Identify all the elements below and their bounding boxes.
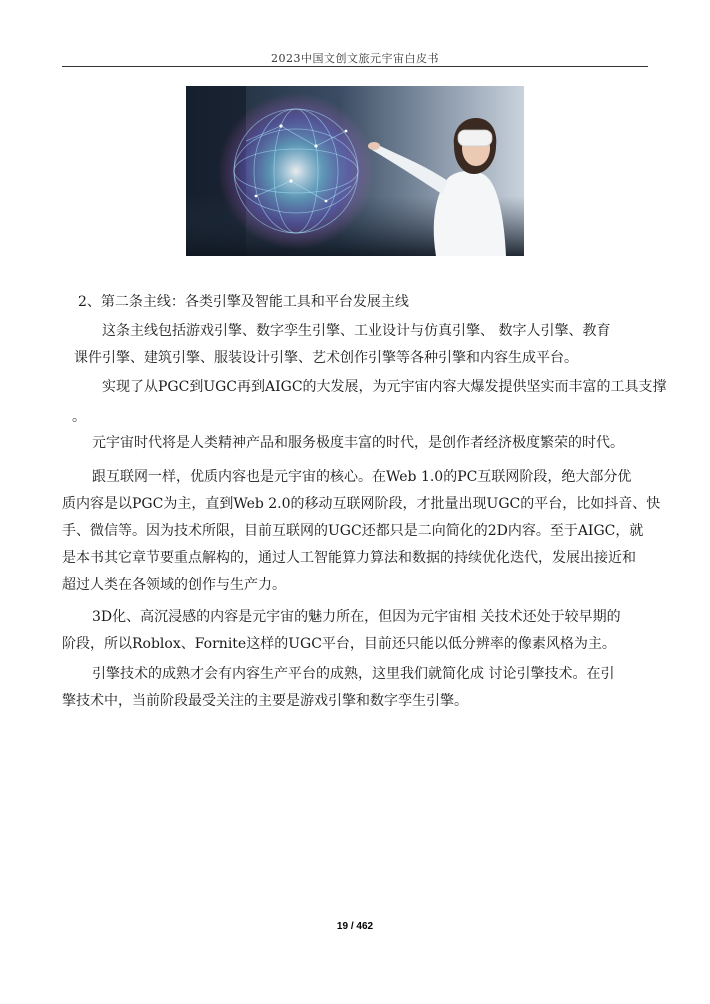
paragraph-metaverse-era	[62, 430, 648, 457]
paragraph-line: 阶段，所以Roblox、Fornite这样的UGC平台，目前还只能以低分辨率的像素风格为主。	[62, 636, 616, 652]
vr-illustration-image	[186, 86, 524, 256]
paragraph-line: 是本书其它章节要重点解构的，通过人工智能算力算法和数据的持续优化迭代，发展出接近和	[62, 550, 636, 566]
paragraph-line: 。	[72, 409, 86, 425]
paragraph-line: 跟互联网一样，优质内容也是元宇宙的核心。在Web 1.0的PC互联网阶段，绝大部分优	[92, 469, 632, 485]
paragraph-line: 超过人类在各领域的创作与生产力。	[62, 577, 286, 593]
paragraph-line: 手、微信等。因为技术所限，目前互联网的UGC还都只是二向简化的2D内容。至于AIGC，就	[62, 523, 644, 539]
paragraph-engine-technology	[62, 661, 648, 715]
page-number: 19 / 462	[336, 921, 374, 932]
section-heading: 2、第二条主线：各类引擎及智能工具和平台发展主线	[78, 294, 409, 310]
vr-headset-woman-hologram-photo	[186, 86, 524, 256]
paragraph-line: 引擎技术的成熟才会有内容生产平台的成熟，这里我们就简化成 讨论引擎技术。在引	[92, 666, 615, 682]
paragraph-line: 擎技术中，当前阶段最受关注的主要是游戏引擎和数字孪生引擎。	[62, 693, 468, 709]
paragraph-line: 质内容是以PGC为主，直到Web 2.0的移动互联网阶段，才批量出现UGC的平台，比如抖音、快	[62, 496, 661, 512]
paragraph-internet-content	[62, 464, 661, 599]
paragraph-line: 元宇宙时代将是人类精神产品和服务极度丰富的时代，是创作者经济极度繁荣的时代。	[92, 435, 624, 451]
paragraph-3d-immersive	[62, 604, 648, 658]
paragraph-line: 实现了从PGC到UGC再到AIGC的大发展，为元宇宙内容大爆发提供坚实而丰富的工具支撑	[102, 379, 667, 395]
paragraph-pgc-ugc-aigc	[62, 374, 667, 431]
paragraph-engines-list	[62, 318, 648, 372]
paragraph-line: 课件引擎、建筑引擎、服装设计引擎、艺术创作引擎等各种引擎和内容生成平台。	[74, 350, 578, 366]
document-header-title: 2023中国文创文旅元宇宙白皮书	[271, 52, 439, 65]
header-divider	[62, 66, 648, 67]
paragraph-line: 这条主线包括游戏引擎、数字孪生引擎、工业设计与仿真引擎、 数字人引擎、教育	[102, 323, 611, 339]
paragraph-line: 3D化、高沉浸感的内容是元宇宙的魅力所在，但因为元宇宙相 关技术还处于较早期的	[92, 609, 621, 625]
